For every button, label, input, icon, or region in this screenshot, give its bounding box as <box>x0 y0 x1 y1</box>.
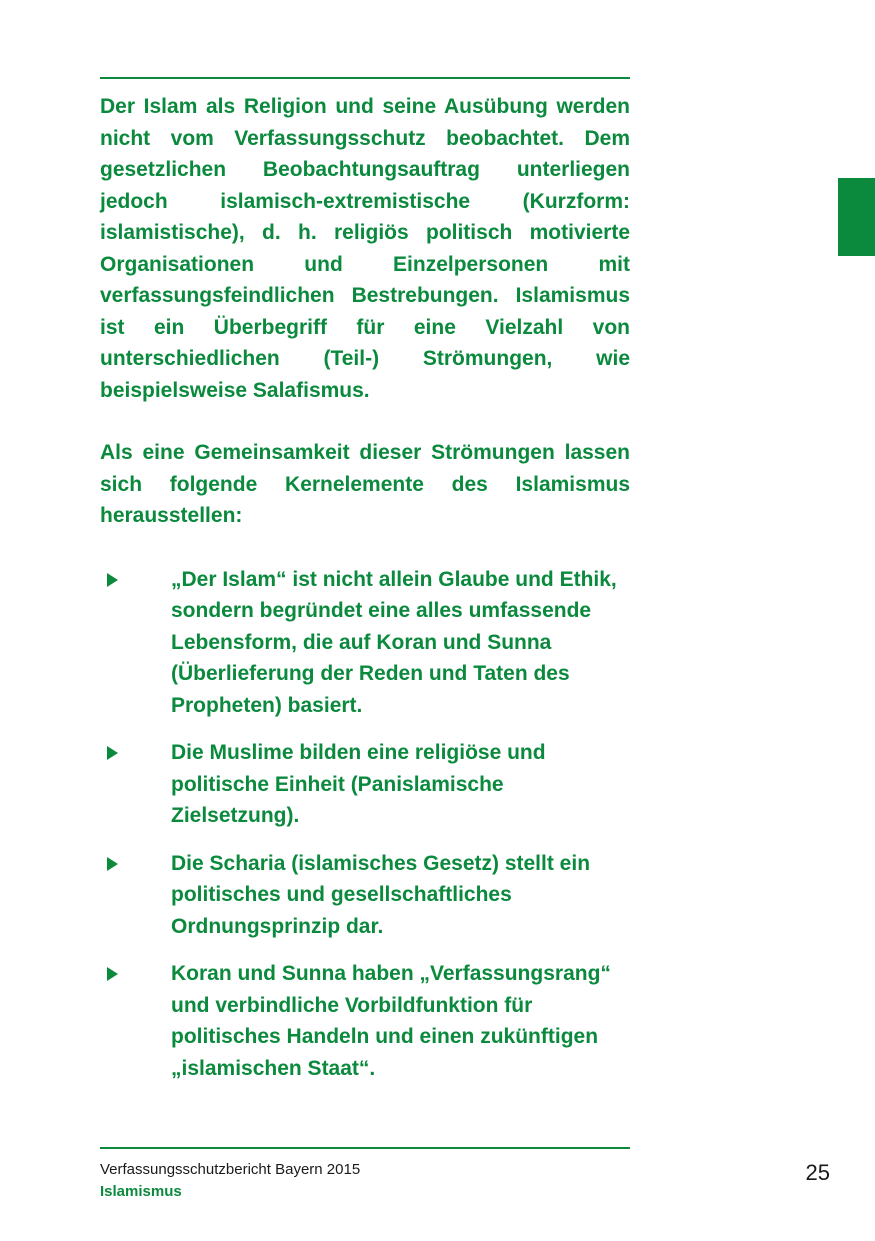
list-item <box>100 737 630 832</box>
bottom-rule <box>100 1147 630 1149</box>
list-item-text: Die Scharia (islamisches Gesetz) stellt ein politisches und gesellschaftliches Ordnungsprinzip dar. <box>171 851 591 938</box>
list-item-text: „Der Islam“ ist nicht allein Glaube und Ethik, sondern begründet eine alles umfassende Lebensform, die auf Koran und Sunna (Überlieferung der Reden und Taten des Propheten) basiert. <box>171 567 617 717</box>
footer-publication-title: Verfassungsschutzbericht Bayern 2015 <box>100 1161 361 1178</box>
core-elements-list <box>100 564 630 1085</box>
top-rule <box>100 77 630 79</box>
intro-paragraph: Der Islam als Religion und seine Ausübung werden nicht vom Verfassungsschutz beobachtet. Dem gesetzlichen Beobachtungsauftrag unterliegen jedoch islamisch-extremistische (Kurzform: islamistische), d. h. religiös politisch motivierte Organisationen und Einzelpersonen mit verfassungsfeindlichen Bestrebungen. Islamismus ist ein Überbegriff für eine Vielzahl von unterschiedlichen (Teil-) Strömungen, wie beispielsweise Salafismus. <box>100 95 630 402</box>
page-number: 25 <box>805 1160 830 1185</box>
chapter-tab-marker <box>838 178 875 256</box>
list-item <box>100 564 630 722</box>
triangle-right-icon <box>107 967 118 981</box>
triangle-right-icon <box>107 573 118 587</box>
main-content <box>100 91 630 1100</box>
footer-section-name: Islamismus <box>100 1183 182 1200</box>
core-elements-intro-paragraph: Als eine Gemeinsamkeit dieser Strömungen lassen sich folgende Kernelemente des Islamismus herausstellen: <box>100 441 630 527</box>
list-item <box>100 848 630 943</box>
triangle-right-icon <box>107 857 118 871</box>
triangle-right-icon <box>107 746 118 760</box>
list-item-text: Die Muslime bilden eine religiöse und politische Einheit (Panislamische Zielsetzung). <box>171 741 546 827</box>
list-item-text: Koran und Sunna haben „Verfassungsrang“ und verbindliche Vorbildfunktion für politisches Handeln und einen zukünftigen „islamischen Staat“. <box>171 962 611 1080</box>
list-item <box>100 958 630 1084</box>
